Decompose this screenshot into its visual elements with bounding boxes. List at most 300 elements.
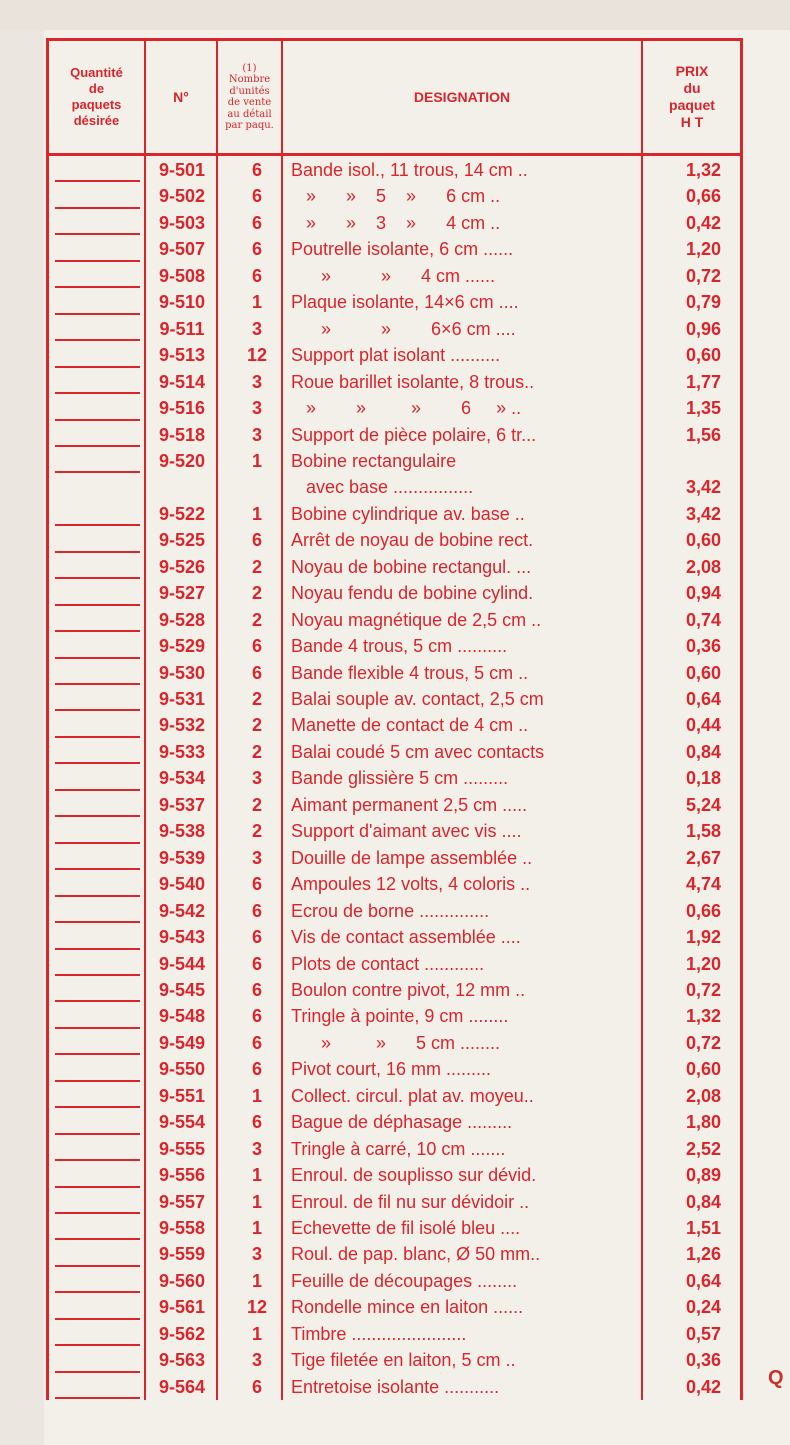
item-price: 0,64 (685, 1270, 721, 1291)
quantity-entry-line[interactable] (55, 551, 140, 553)
item-designation: Support plat isolant .......... (291, 345, 501, 366)
item-designation: Bande glissière 5 cm ......... (291, 768, 509, 789)
item-units: 6 (251, 265, 262, 286)
item-units: 1 (251, 1165, 262, 1186)
table-row (0, 898, 790, 924)
quantity-entry-line[interactable] (55, 1053, 140, 1055)
item-price: 2,08 (685, 1085, 721, 1106)
item-price: 2,67 (685, 847, 721, 868)
item-price: 0,96 (685, 318, 721, 339)
table-row (0, 1109, 790, 1135)
item-price: 3,42 (685, 477, 721, 498)
table-row (0, 1374, 790, 1400)
item-price: 0,79 (685, 292, 721, 313)
item-price: 0,66 (685, 186, 721, 207)
item-price: 0,94 (685, 583, 721, 604)
table-row (0, 1347, 790, 1373)
item-price: 0,24 (685, 1297, 721, 1318)
table-row (0, 871, 790, 897)
item-number: 9-527 (158, 583, 206, 604)
table-row (0, 1268, 790, 1294)
header-price (643, 41, 741, 153)
item-designation: Plots de contact ............ (291, 953, 485, 974)
table-row (0, 845, 790, 871)
item-number: 9-516 (158, 398, 206, 419)
table-row (0, 1003, 790, 1029)
item-number: 9-518 (158, 424, 206, 445)
item-designation: Balai souple av. contact, 2,5 cm (291, 689, 544, 709)
table-row (0, 712, 790, 738)
item-designation: Noyau magnétique de 2,5 cm .. (291, 609, 542, 630)
quantity-entry-line[interactable] (55, 577, 140, 579)
item-designation: Timbre ....................... (291, 1323, 467, 1344)
table-row (0, 395, 790, 421)
item-price: 0,36 (685, 636, 721, 657)
item-number: 9-539 (158, 847, 206, 868)
item-price: 1,58 (685, 821, 721, 842)
quantity-entry-line[interactable] (55, 868, 140, 870)
item-number: 9-537 (158, 794, 206, 815)
item-units: 6 (251, 662, 262, 683)
item-price: 0,60 (685, 662, 721, 683)
item-designation: » » 3 » 4 cm .. (291, 212, 501, 233)
item-number: 9-529 (158, 636, 206, 657)
header-quantity-line: paquets (71, 97, 122, 112)
header-quantity (49, 41, 144, 153)
item-number: 9-564 (158, 1376, 206, 1397)
item-units: 6 (251, 900, 262, 921)
quantity-entry-line[interactable] (55, 736, 140, 738)
header-quantity-line: désirée (73, 113, 120, 128)
quantity-entry-line[interactable] (55, 207, 140, 209)
item-designation: Support de pièce polaire, 6 tr... (291, 424, 537, 445)
item-designation: Bobine cylindrique av. base .. (291, 503, 525, 524)
item-designation: Boulon contre pivot, 12 mm .. (291, 979, 526, 1000)
quantity-entry-line[interactable] (55, 1238, 140, 1240)
item-units: 6 (251, 160, 262, 180)
header-units-line: au détail (227, 108, 272, 120)
item-price: 0,74 (685, 609, 721, 630)
header-quantity-line: Quantité (70, 65, 123, 80)
item-designation: Bobine rectangulaire (291, 450, 457, 471)
item-price: 0,42 (685, 1376, 721, 1397)
item-designation: Aimant permanent 2,5 cm ..... (291, 794, 528, 815)
item-units: 12 (246, 1297, 268, 1318)
table-row (0, 1162, 790, 1188)
quantity-entry-line[interactable] (55, 1212, 140, 1214)
table-row (0, 1241, 790, 1267)
item-number: 9-545 (158, 979, 206, 1000)
quantity-entry-line[interactable] (55, 842, 140, 844)
quantity-entry-line[interactable] (55, 1133, 140, 1135)
table-row (0, 316, 790, 342)
quantity-entry-line[interactable] (55, 366, 140, 368)
item-designation: Balai coudé 5 cm avec contacts (291, 741, 545, 762)
item-number: 9-560 (158, 1270, 206, 1291)
item-price: 1,92 (685, 927, 721, 948)
item-designation: » » 5 » 6 cm .. (291, 186, 501, 207)
top-margin (0, 0, 790, 30)
header-designation: DESIGNATION (413, 89, 511, 105)
item-units: 6 (251, 1032, 262, 1053)
table-row (0, 474, 790, 500)
item-price: 2,08 (685, 556, 721, 577)
table-row (0, 1294, 790, 1320)
quantity-entry-line[interactable] (55, 974, 140, 976)
item-number: 9-528 (158, 609, 206, 630)
item-price: 1,20 (685, 239, 721, 260)
quantity-entry-line[interactable] (55, 286, 140, 288)
quantity-entry-line[interactable] (55, 657, 140, 659)
item-designation: Tringle à pointe, 9 cm ........ (291, 1006, 509, 1027)
header-quantity-line: de (88, 81, 105, 96)
item-units: 6 (251, 927, 262, 948)
quantity-entry-line[interactable] (55, 260, 140, 262)
table-row (0, 924, 790, 950)
quantity-entry-line[interactable] (55, 180, 140, 182)
item-units: 2 (251, 741, 262, 762)
item-designation: Ecrou de borne .............. (291, 900, 490, 921)
item-designation: » » 5 cm ........ (291, 1032, 501, 1053)
item-units: 6 (251, 1376, 262, 1397)
margin-letter: Q (768, 1367, 784, 1389)
item-price: 0,84 (685, 741, 721, 762)
item-number: 9-526 (158, 556, 206, 577)
item-number: 9-508 (158, 265, 206, 286)
item-units: 3 (251, 768, 262, 789)
item-units: 1 (251, 1218, 262, 1238)
quantity-entry-line[interactable] (55, 471, 140, 473)
item-designation: Plaque isolante, 14×6 cm .... (291, 292, 519, 313)
quantity-entry-line[interactable] (55, 445, 140, 447)
header-price-line: PRIX (675, 63, 709, 79)
item-price: 0,18 (685, 768, 721, 789)
item-units: 6 (251, 1059, 262, 1080)
item-number: 9-502 (158, 186, 206, 207)
item-units: 12 (246, 345, 268, 366)
item-number: 9-511 (159, 318, 205, 339)
table-row (0, 342, 790, 368)
table-row (0, 739, 790, 765)
item-number: 9-525 (158, 530, 206, 551)
item-number: 9-510 (158, 292, 206, 313)
item-designation: Support d'aimant avec vis .... (291, 821, 522, 842)
table-row (0, 633, 790, 659)
item-units: 3 (251, 847, 262, 868)
item-designation: Collect. circul. plat av. moyeu.. (291, 1085, 534, 1106)
item-units: 1 (251, 1323, 262, 1344)
item-number: 9-540 (158, 874, 206, 895)
item-units: 6 (251, 979, 262, 1000)
item-designation: avec base ................ (291, 477, 474, 498)
table-row (0, 422, 790, 448)
header-units-line: d'unités (229, 85, 270, 97)
item-number: 9-534 (158, 768, 206, 789)
quantity-entry-line[interactable] (55, 1027, 140, 1029)
item-number: 9-503 (158, 212, 206, 233)
item-number: 9-559 (158, 1244, 206, 1265)
item-units: 6 (251, 953, 262, 974)
header-units (218, 41, 281, 153)
table-row (0, 369, 790, 395)
item-units: 2 (251, 715, 262, 736)
quantity-entry-line[interactable] (55, 921, 140, 923)
item-designation: Tige filetée en laiton, 5 cm .. (291, 1350, 516, 1371)
item-units: 2 (251, 609, 262, 630)
table-row (0, 289, 790, 315)
item-price: 1,26 (685, 1244, 721, 1265)
item-number: 9-542 (158, 900, 206, 921)
item-designation: » » » 6 » .. (291, 398, 522, 419)
item-units: 3 (251, 398, 262, 419)
table-row (0, 1215, 790, 1241)
item-number: 9-562 (158, 1323, 206, 1344)
item-number: 9-558 (158, 1218, 206, 1238)
table-row (0, 448, 790, 474)
item-number: 9-530 (158, 662, 206, 683)
item-price: 0,72 (685, 1032, 721, 1053)
table-row (0, 977, 790, 1003)
item-units: 2 (251, 689, 262, 709)
item-price: 0,89 (685, 1165, 721, 1186)
item-price: 0,72 (685, 265, 721, 286)
item-designation: Douille de lampe assemblée .. (291, 847, 533, 868)
header-units-line: (1) (242, 62, 257, 74)
quantity-entry-line[interactable] (55, 419, 140, 421)
item-units: 6 (251, 636, 262, 657)
item-designation: Vis de contact assemblée .... (291, 927, 521, 948)
item-number: 9-513 (158, 345, 206, 366)
item-number: 9-554 (158, 1112, 206, 1133)
item-units: 3 (251, 1244, 262, 1265)
item-designation: Noyau de bobine rectangul. ... (291, 556, 532, 577)
table-row (0, 1030, 790, 1056)
item-price: 4,74 (685, 874, 721, 895)
table-row (0, 210, 790, 236)
item-number: 9-532 (158, 715, 206, 736)
item-units: 1 (251, 292, 262, 313)
item-designation: Bague de déphasage ......... (291, 1112, 513, 1133)
quantity-entry-line[interactable] (55, 709, 140, 711)
item-units: 6 (251, 874, 262, 895)
table-row (0, 183, 790, 209)
item-units: 2 (251, 794, 262, 815)
item-units: 1 (251, 503, 262, 524)
item-designation: Bande isol., 11 trous, 14 cm .. (291, 160, 528, 180)
item-price: 0,60 (685, 345, 721, 366)
item-designation: » » 4 cm ...... (291, 265, 496, 286)
item-number: 9-501 (158, 160, 206, 180)
header-units-line: Nombre (228, 74, 271, 85)
item-designation: Bande 4 trous, 5 cm .......... (291, 636, 508, 657)
item-number: 9-548 (158, 1006, 206, 1027)
item-price: 1,51 (685, 1218, 721, 1238)
header-price-line: paquet (669, 97, 715, 113)
item-price: 0,66 (685, 900, 721, 921)
header-divider (46, 153, 743, 156)
table-row (0, 686, 790, 712)
item-number: 9-520 (158, 450, 206, 471)
item-designation: Entretoise isolante ........... (291, 1376, 500, 1397)
item-number: 9-549 (158, 1032, 206, 1053)
quantity-entry-line[interactable] (55, 524, 140, 526)
item-number: 9-507 (158, 239, 206, 260)
item-number: 9-531 (158, 689, 206, 709)
table-row (0, 1136, 790, 1162)
item-designation: Roue barillet isolante, 8 trous.. (291, 371, 535, 392)
item-price: 2,52 (685, 1138, 721, 1159)
quantity-entry-line[interactable] (55, 339, 140, 341)
header-units-line: par paqu. (225, 120, 274, 131)
item-price: 1,35 (685, 398, 721, 419)
item-price: 0,64 (685, 689, 721, 709)
item-units: 2 (251, 556, 262, 577)
item-units: 6 (251, 1112, 262, 1133)
item-designation: Enroul. de fil nu sur dévidoir .. (291, 1191, 530, 1212)
quantity-entry-line[interactable] (55, 895, 140, 897)
item-units: 6 (251, 1006, 262, 1027)
quantity-entry-line[interactable] (55, 1344, 140, 1346)
table-row (0, 792, 790, 818)
item-number: 9-556 (158, 1165, 206, 1186)
item-designation: Rondelle mince en laiton ...... (291, 1297, 524, 1318)
item-units: 6 (251, 212, 262, 233)
item-price: 0,57 (685, 1323, 721, 1344)
item-number: 9-533 (158, 741, 206, 762)
item-units: 1 (251, 450, 262, 471)
quantity-entry-line[interactable] (55, 604, 140, 606)
header-price-line: H T (680, 114, 704, 130)
quantity-entry-line[interactable] (55, 1080, 140, 1082)
item-units: 1 (251, 1270, 262, 1291)
table-row (0, 818, 790, 844)
item-designation: Tringle à carré, 10 cm ....... (291, 1138, 506, 1159)
quantity-entry-line[interactable] (55, 1159, 140, 1161)
item-number: 9-557 (158, 1191, 206, 1212)
quantity-entry-line[interactable] (55, 1186, 140, 1188)
item-price: 0,60 (685, 1059, 721, 1080)
item-number: 9-543 (158, 927, 206, 948)
table-row (0, 1056, 790, 1082)
table-row (0, 501, 790, 527)
item-number: 9-538 (158, 821, 206, 842)
item-units: 3 (251, 1138, 262, 1159)
item-price: 1,32 (685, 1006, 721, 1027)
item-designation: Noyau fendu de bobine cylind. (291, 583, 534, 604)
item-number: 9-522 (158, 503, 206, 524)
item-number: 9-551 (158, 1085, 206, 1106)
item-price: 5,24 (685, 794, 721, 815)
quantity-entry-line[interactable] (55, 762, 140, 764)
quantity-entry-line[interactable] (55, 1397, 140, 1399)
quantity-entry-line[interactable] (55, 948, 140, 950)
table-row (0, 157, 790, 183)
quantity-entry-line[interactable] (55, 1371, 140, 1373)
table-row (0, 263, 790, 289)
item-units: 6 (251, 239, 262, 260)
item-designation: Ampoules 12 volts, 4 coloris .. (291, 874, 531, 895)
item-units: 3 (251, 318, 262, 339)
item-units: 1 (251, 1085, 262, 1106)
item-designation: Bande flexible 4 trous, 5 cm .. (291, 662, 529, 683)
table-row (0, 1189, 790, 1215)
header-price-line: du (683, 80, 701, 96)
table-row (0, 527, 790, 553)
item-price: 0,42 (685, 212, 721, 233)
item-number: 9-514 (158, 371, 206, 392)
item-price: 1,77 (685, 371, 721, 392)
quantity-entry-line[interactable] (55, 1265, 140, 1267)
item-units: 3 (251, 1350, 262, 1371)
item-designation: Arrêt de noyau de bobine rect. (291, 530, 534, 551)
item-designation: Poutrelle isolante, 6 cm ...... (291, 239, 514, 260)
table-row (0, 580, 790, 606)
item-price: 1,80 (685, 1112, 721, 1133)
item-price: 3,42 (685, 503, 721, 524)
quantity-entry-line[interactable] (55, 815, 140, 817)
item-number: 9-563 (158, 1350, 206, 1371)
quantity-entry-line[interactable] (55, 1291, 140, 1293)
quantity-entry-line[interactable] (55, 313, 140, 315)
item-price: 1,32 (685, 160, 721, 180)
item-price: 1,20 (685, 953, 721, 974)
quantity-entry-line[interactable] (55, 683, 140, 685)
item-number: 9-555 (158, 1138, 206, 1159)
item-designation: Roul. de pap. blanc, Ø 50 mm.. (291, 1244, 541, 1265)
table-row (0, 236, 790, 262)
item-units: 3 (251, 424, 262, 445)
item-number: 9-561 (158, 1297, 206, 1318)
quantity-entry-line[interactable] (55, 789, 140, 791)
table-row (0, 951, 790, 977)
table-row (0, 554, 790, 580)
item-number: 9-544 (158, 953, 206, 974)
item-price: 1,56 (685, 424, 721, 445)
quantity-entry-line[interactable] (55, 1318, 140, 1320)
item-designation: Pivot court, 16 mm ......... (291, 1059, 492, 1080)
item-designation: Enroul. de souplisso sur dévid. (291, 1165, 537, 1186)
item-price: 0,60 (685, 530, 721, 551)
item-units: 6 (251, 530, 262, 551)
header-units-line: de vente (227, 97, 272, 108)
item-units: 2 (251, 583, 262, 604)
table-row (0, 1083, 790, 1109)
item-designation: Echevette de fil isolé bleu .... (291, 1218, 521, 1238)
item-price: 0,36 (685, 1350, 721, 1371)
item-number: 9-550 (158, 1059, 206, 1080)
item-designation: » » 6×6 cm .... (291, 318, 516, 339)
item-designation: Feuille de découpages ........ (291, 1270, 518, 1291)
item-price: 0,84 (685, 1191, 721, 1212)
quantity-entry-line[interactable] (55, 1000, 140, 1002)
quantity-entry-line[interactable] (55, 1106, 140, 1108)
item-price: 0,72 (685, 979, 721, 1000)
table-row (0, 660, 790, 686)
table-row (0, 607, 790, 633)
quantity-entry-line[interactable] (55, 630, 140, 632)
item-units: 3 (251, 371, 262, 392)
item-price: 0,44 (685, 715, 721, 736)
item-units: 1 (251, 1191, 262, 1212)
header-number: N° (173, 89, 189, 105)
quantity-entry-line[interactable] (55, 392, 140, 394)
item-designation: Manette de contact de 4 cm .. (291, 715, 529, 736)
table-row (0, 1321, 790, 1347)
item-units: 6 (251, 186, 262, 207)
item-units: 2 (251, 821, 262, 842)
table-row (0, 765, 790, 791)
quantity-entry-line[interactable] (55, 233, 140, 235)
